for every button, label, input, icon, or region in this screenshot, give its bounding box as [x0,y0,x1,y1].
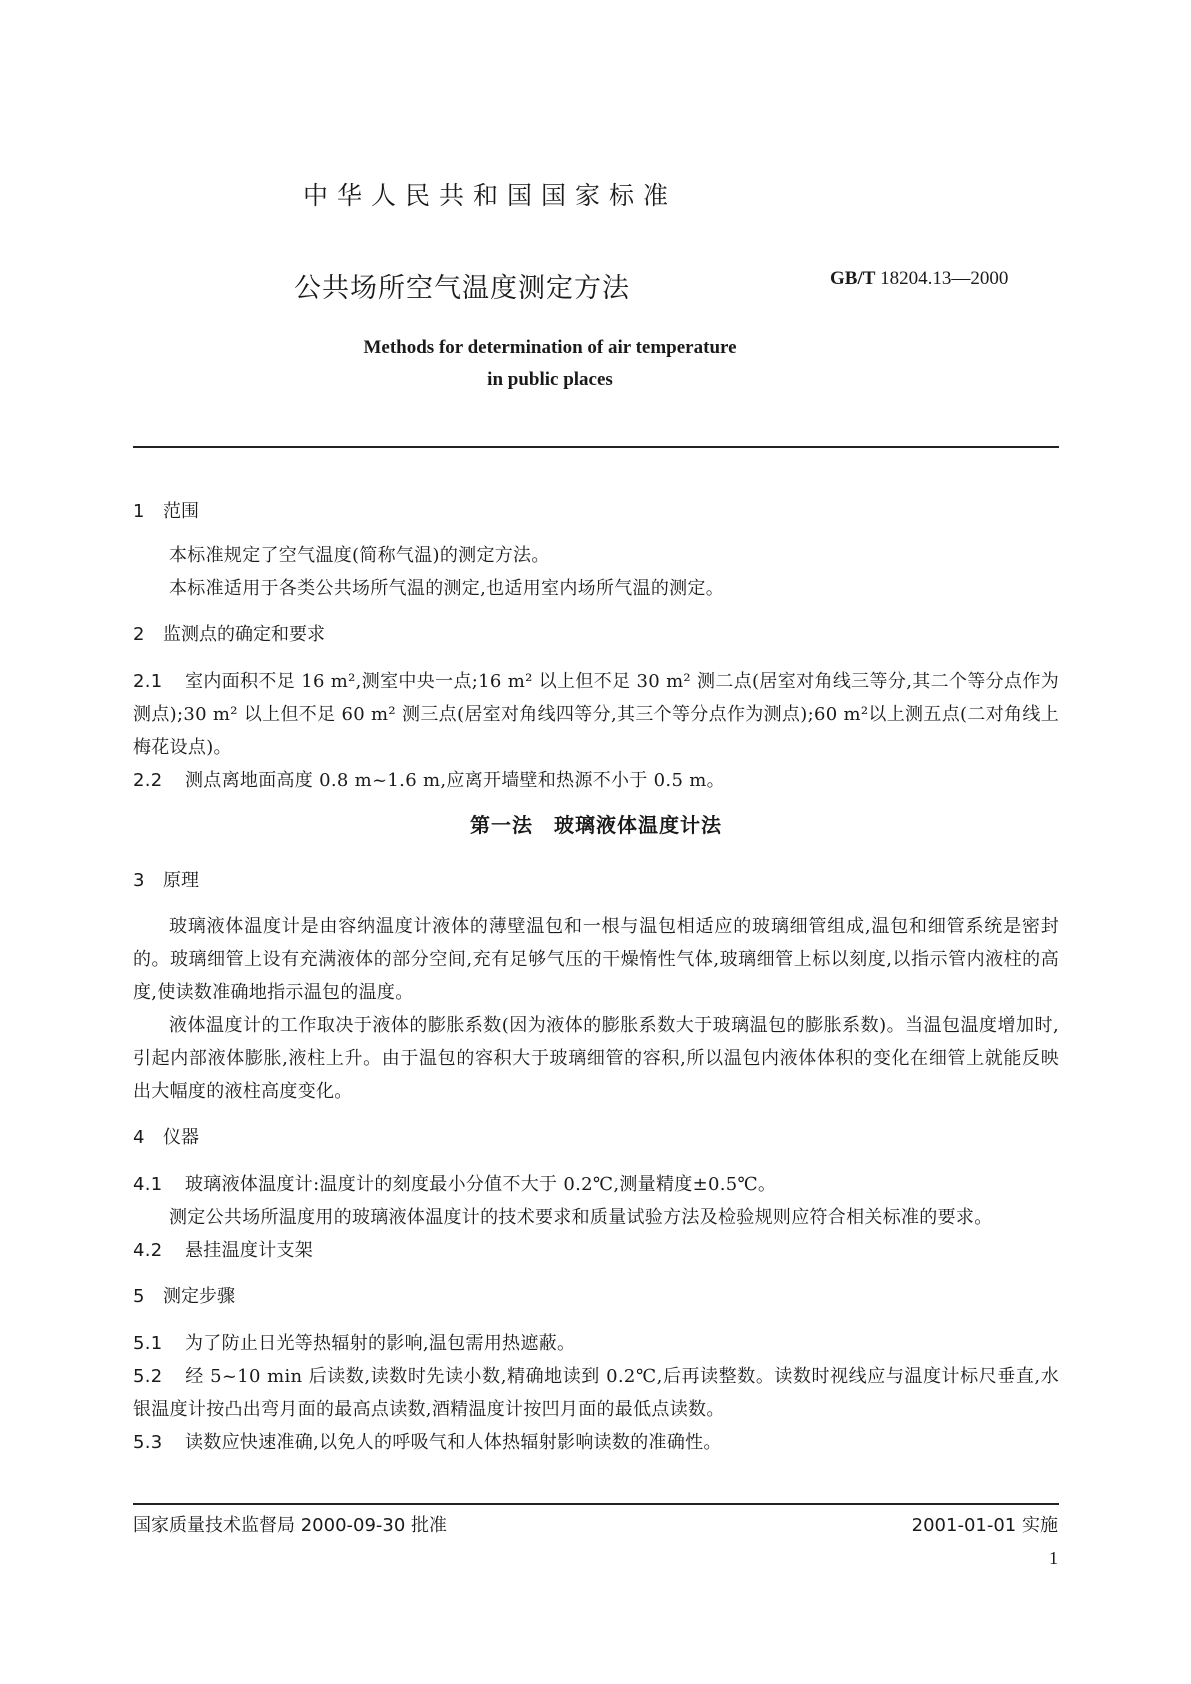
item-5-1-text: 为了防止日光等热辐射的影响,温包需用热遮蔽。 [185,1333,576,1354]
item-2-2-text: 测点离地面高度 0.8 m~1.6 m,应离开墙壁和热源不小于 0.5 m。 [185,770,725,791]
item-5-2 [133,1360,1059,1426]
section-3-paragraph-1: 玻璃液体温度计是由容纳温度计液体的薄壁温包和一根与温包相适应的玻璃细管组成,温包和细管系统是密封的。玻璃细管上设有充满液体的部分空间,充有足够气压的干燥惰性气体,玻璃细管上标以刻度,以指示管内液柱的高度,使读数准确地指示温包的温度。 [133,916,1059,1003]
section-3-title: 原理 [163,870,199,891]
item-5-3-text: 读数应快速准确,以免人的呼吸气和人体热辐射影响读数的准确性。 [185,1432,722,1453]
item-2-1 [133,665,1059,764]
page-number: 1 [1049,1548,1058,1568]
item-4-1-text: 玻璃液体温度计:温度计的刻度最小分值不大于 0.2℃,测量精度±0.5℃。 [185,1174,777,1195]
approval-info: 国家质量技术监督局 2000-09-30 批准 [133,1515,448,1536]
item-2-1-number: 2.1 [133,671,163,692]
section-5-heading [133,1280,1059,1313]
item-5-2-text: 经 5~10 min 后读数,读数时先读小数,精确地读到 0.2℃,后再读整数。读数时视线应与温度计标尺垂直,水银温度计按凸出弯月面的最高点读数,酒精温度计按凹月面的最低点读数。 [133,1366,1059,1420]
item-5-3-number: 5.3 [133,1432,163,1453]
section-1-heading [133,495,1059,528]
item-4-1-number: 4.1 [133,1174,163,1195]
header-divider [133,446,1059,448]
item-2-1-text: 室内面积不足 16 m²,测室中央一点;16 m² 以上但不足 30 m² 测二点(居室对角线三等分,其二个等分点作为测点);30 m² 以上但不足 60 m² 测三点(居室对角线四等分,其三个等分点作为测点);60 m²以上测五点(二对角线上梅花设点)。 [133,671,1059,758]
section-2-number: 2 [133,624,145,645]
section-3-heading [133,864,1059,897]
document-body [133,495,1059,1459]
section-3-paragraph-2: 液体温度计的工作取决于液体的膨胀系数(因为液体的膨胀系数大于玻璃温包的膨胀系数)。当温包温度增加时,引起内部液体膨胀,液柱上升。由于温包的容积大于玻璃细管的容积,所以温包内液体体积的变化在细管上就能反映出大幅度的液柱高度变化。 [133,1015,1059,1102]
item-5-3 [133,1426,1059,1459]
method-title: 第一法 玻璃液体温度计法 [470,813,722,837]
item-2-2-number: 2.2 [133,770,163,791]
section-2-title: 监测点的确定和要求 [163,624,325,645]
section-1-title: 范围 [163,501,199,522]
section-1-number: 1 [133,501,145,522]
item-2-2 [133,764,1059,797]
english-title-line2: in public places [487,369,613,390]
standard-title: 公共场所空气温度测定方法 [294,273,630,304]
standard-code [830,268,1008,290]
section-4-number: 4 [133,1127,145,1148]
section-4-title: 仪器 [163,1127,199,1148]
item-4-2-number: 4.2 [133,1240,163,1261]
english-title [200,332,900,396]
english-title-line1: Methods for determination of air temperature [363,337,737,358]
implementation-date: 2001-01-01 实施 [911,1515,1058,1536]
section-2-heading [133,618,1059,651]
footer-divider [133,1503,1059,1505]
item-4-2 [133,1234,1059,1267]
item-5-1 [133,1327,1059,1360]
standard-code-number: 18204.13—2000 [880,268,1009,289]
section-5-number: 5 [133,1286,145,1307]
section-5-title: 测定步骤 [163,1286,235,1307]
section-1-paragraph-2: 本标准适用于各类公共场所气温的测定,也适用室内场所气温的测定。 [169,578,725,599]
item-4-1 [133,1168,1059,1201]
standard-code-prefix: GB/T [830,268,876,289]
section-1-paragraph-1: 本标准规定了空气温度(简称气温)的测定方法。 [169,545,550,566]
item-5-1-number: 5.1 [133,1333,163,1354]
item-5-2-number: 5.2 [133,1366,163,1387]
national-standard-title: 中华人民共和国国家标准 [302,181,677,210]
section-3-number: 3 [133,870,145,891]
item-4-2-text: 悬挂温度计支架 [185,1240,314,1261]
section-4-paragraph: 测定公共场所温度用的玻璃液体温度计的技术要求和质量试验方法及检验规则应符合相关标准的要求。 [169,1207,993,1228]
section-4-heading [133,1121,1059,1154]
